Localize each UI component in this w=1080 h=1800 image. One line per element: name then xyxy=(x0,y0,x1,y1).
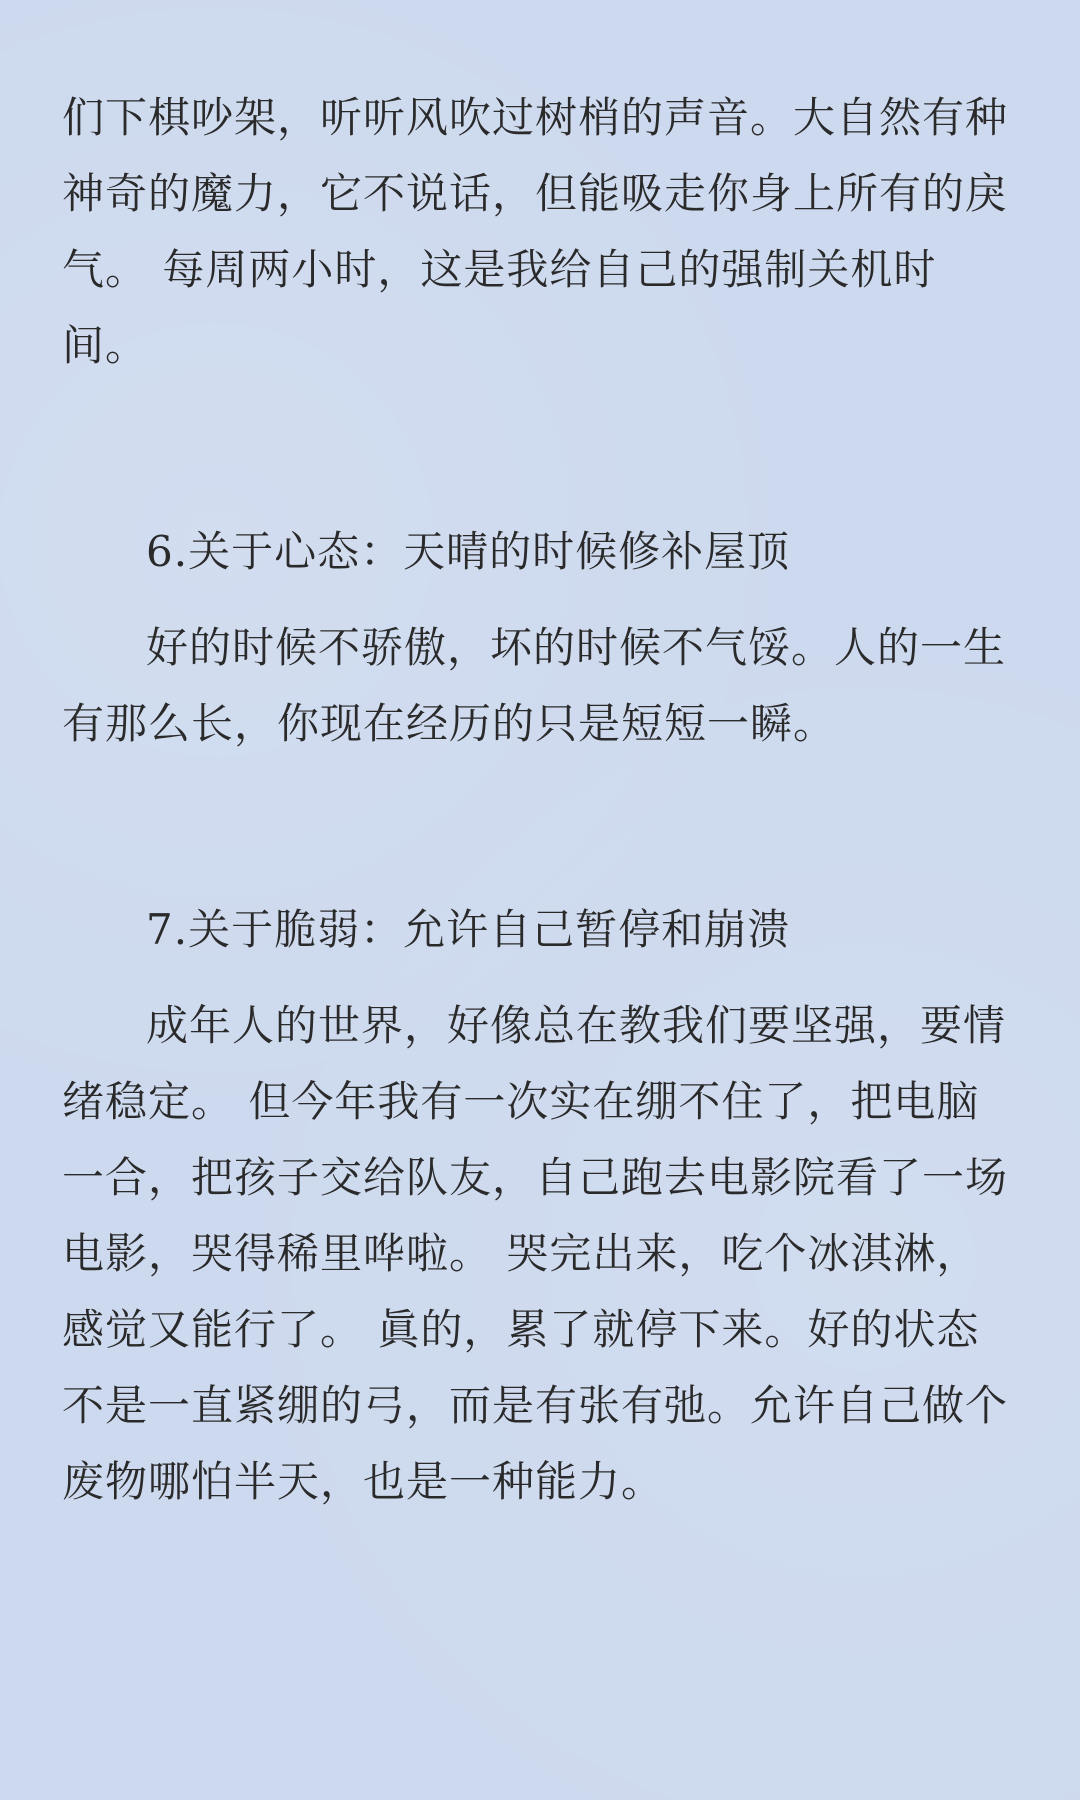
spacer xyxy=(62,590,1020,610)
intro-paragraph: 们下棋吵架，听听风吹过树梢的声音。大自然有种神奇的魔力，它不说话，但能吸走你身上所有的戾气。 每周两小时，这是我给自己的强制关机时间。 xyxy=(62,93,1009,370)
spacer xyxy=(62,762,1020,892)
section-heading-7: 7.关于脆弱：允许自己暂停和崩溃 xyxy=(146,905,791,954)
spacer xyxy=(62,384,1020,514)
section-body-6: 好的时候不骄傲，坏的时候不气馁。人的一生有那么长，你现在经历的只是短短一瞬。 xyxy=(62,623,1007,748)
spacer xyxy=(62,968,1020,988)
section-heading-6: 6.关于心态：天晴的时候修补屋顶 xyxy=(146,527,791,576)
section-body-7: 成年人的世界，好像总在教我们要坚强，要情绪稳定。 但今年我有一次实在绷不住了，把电脑一合，把孩子交给队友，自己跑去电影院看了一场电影，哭得稀里哗啦。 哭完出来，吃个冰淇淋，感觉又能行了。 眞的，累了就停下来。好的状态不是一直紧绷的弓，而是有张有弛。允许自己做个废物哪怕半天，也是一种能力。 xyxy=(62,1001,1009,1506)
